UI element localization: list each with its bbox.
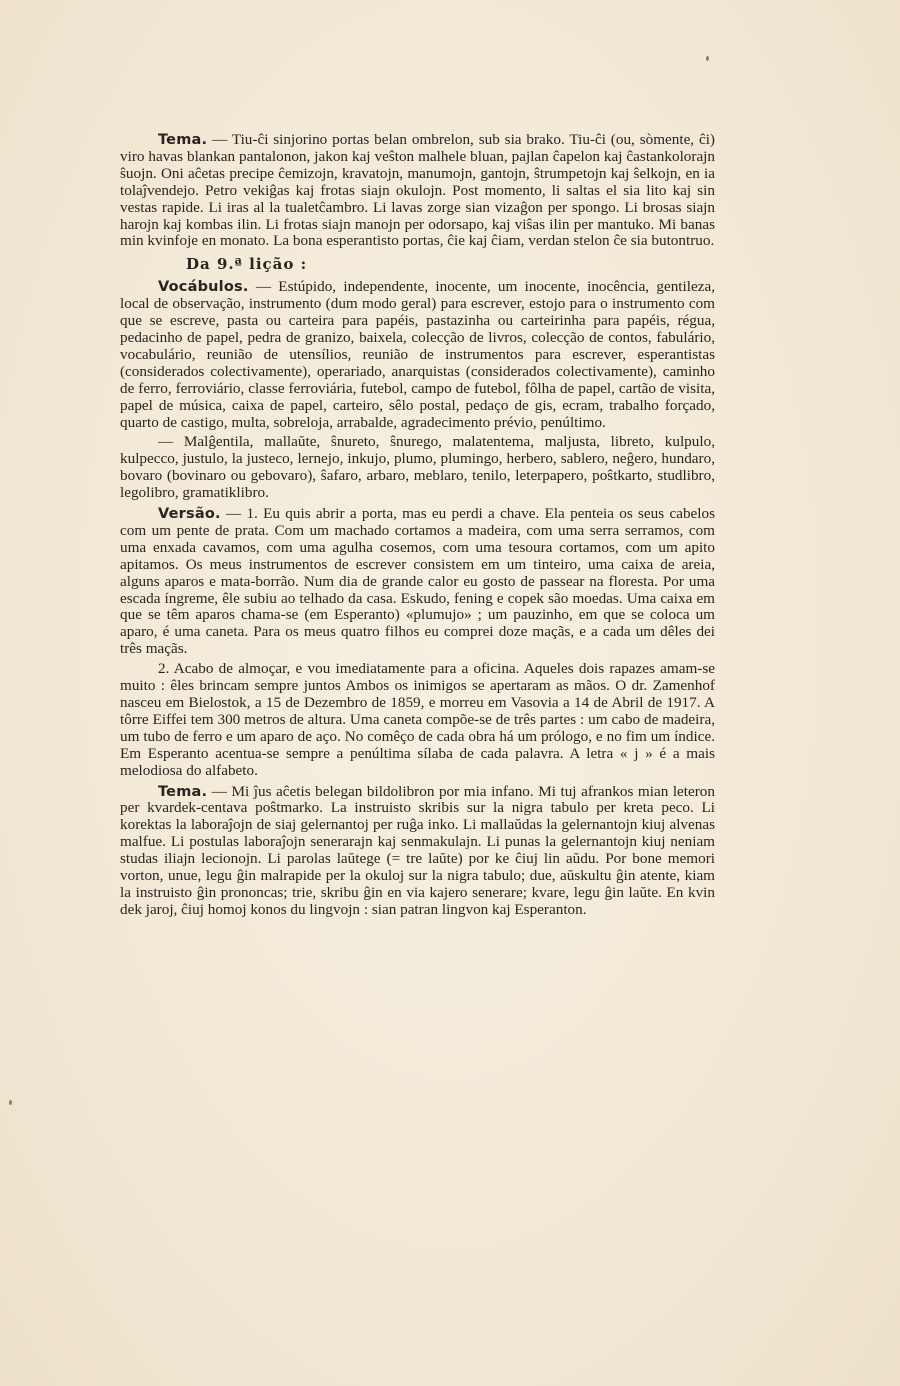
tema-paragraph-2 bbox=[120, 784, 715, 919]
page-text bbox=[120, 132, 715, 919]
versao-paragraph-1 bbox=[120, 506, 715, 658]
paper-speck bbox=[706, 56, 709, 61]
versao-text-1: — 1. Eu quis abrir a porta, mas eu perdi a chave. Ela penteia os seus cabelos com um pente de prata. Com um machado cortamos a madeira, com uma serra serramos, com uma enxada cavamos, com uma agulha cosemos, com uma tesoura cortamos, com um apito apitamos. Os meus instrumentos de escrever consistem em um tinteiro, uma caixa de areia, alguns aparos e mata-borrão. Num dia de grande calor eu gosto de passear na floresta. Por uma escada íngreme, êle subiu ao telhado da casa. Eskudo, fening e copek são moedas. Uma caixa em que se têm aparos chama-se (em Esperanto) «plumujo» ; um pauzinho, em que se coloca um aparo, é uma caneta. Para os meus quatro filhos eu comprei doze maçãs, e a cada um dêles dei três maçãs. bbox=[120, 505, 715, 658]
vocabulos-paragraph bbox=[120, 279, 715, 431]
lesson-heading: Da 9.ª lição : bbox=[186, 255, 308, 274]
tema-paragraph-1 bbox=[120, 132, 715, 250]
versao-heading: Versão. bbox=[158, 506, 221, 523]
paper-speck bbox=[9, 1100, 12, 1105]
esperanto-vocabulary-paragraph: — Malĝentila, mallaŭte, ŝnureto, ŝnurego, malatentema, maljusta, libreto, kulpulo, kulpecco, justulo, la justeco, lernejo, inkujo, plumo, plumingo, herbero, sablero, neĝero, hundaro, bovaro (bovinaro ou gebovaro), ŝafaro, arbaro, meblaro, tenilo, leterpapero, poŝtkarto, studlibro, legolibro, gramatiklibro. bbox=[120, 433, 715, 502]
vocabulos-heading: Vocábulos. bbox=[158, 279, 249, 296]
versao-paragraph-2: 2. Acabo de almoçar, e vou imediatamente para a oficina. Aqueles dois rapazes amam-se muito : êles brincam sempre juntos Ambos os inimigos se apertaram as mãos. O dr. Zamenhof nasceu em Bielostok, a 15 de Dezembro de 1859, e morreu em Vasovia a 14 de Abril de 1917. A tôrre Eiffei tem 300 metros de altura. Uma caneta compõe-se de três partes : um cabo de madeira, um tubo de ferro e um aparo de aço. No comêço de cada obra há um prólogo, e no fim um índice. Em Esperanto acentua-se sempre a penúltima sílaba de cada palavra. A letra « j » é a mais melodiosa do alfabeto. bbox=[120, 660, 715, 779]
tema-text: — Tiu-ĉi sinjorino portas belan ombrelon, sub sia brako. Tiu-ĉi (ou, sòmente, ĉi) viro havas blankan pantalonon, jakon kaj veŝton malhele bluan, pajlan ĉapelon kaj ĉastankolorajn ŝuojn. Oni aĉetas precipe ĉemizojn, kravatojn, manumojn, gantojn, ŝtrumpetojn kaj ŝelkojn, en ia tolaĵvendejo. Petro vekiĝas kaj frotas siajn okulojn. Post momento, li saltas el sia lito kaj sin vestas rapide. Li iras al la tualetĉambro. Li lavas zorge sian vizaĝon per spongo. Li brosas siajn harojn kaj kombas ilin. Li frotas siajn manojn per odorsapo, kaj viŝas ilin per mantuko. Mi banas min kvinfoje en monato. La bona esperantisto portas, ĉie kaj ĉiam, verdan stelon ĉe sia butontruo. bbox=[120, 131, 715, 250]
vocabulos-text: — Estúpido, independente, inocente, um inocente, inocência, gentileza, local de observação, instrumento (dum modo geral) para escrever, estojo para o instrumento com que se escreve, pasta ou carteira para papéis, pastazinha ou carteirinha para papéis, régua, pedacinho de papel, pedra de granizo, baixela, colecção de livros, colecção de contos, fabulário, vocabulário, reunião de utensílios, reunião de instrumentos para escrever, esperantistas (considerados colectivamente), operariado, anarquistas (considerados colectivamente), caminho de ferro, ferroviário, classe ferroviária, futebol, campo de futebol, fôlha de papel, cartão de visita, papel de música, caixa de papel, carteiro, sêlo postal, pedaço de gis, ecram, trabalho forçado, quarto de castigo, multa, sobreloja, arrabalde, agradecimento prévio, penúltimo. bbox=[120, 278, 715, 431]
tema-text-2: — Mi ĵus aĉetis belegan bildolibron por mia infano. Mi tuj afrankos mian leteron per kvardek-centava poŝtmarko. La instruisto skribis sur la nigra tabulo per kreta peco. Li korektas la laboraĵojn de siaj gelernantoj per ruĝa inko. Li mallaŭdas la gelernantojn kiuj alvenas malfue. Li postulas laboraĵojn senerarajn kaj senmakulajn. Li punas la gelernantojn kiuj neniam studas iliajn lecionojn. Li parolas laŭtege (= tre laŭte) por ke ĉiuj lin aŭdu. Por bone memori vorton, unue, legu ĝin malrapide per la okuloj sur la nigra tabulo; due, aŭskultu ĝin atente, kiam la instruisto ĝin prononcas; trie, skribu ĝin en via kajero senerare; kvare, legu ĝin laŭte. En kvin dek jaroj, ĉiuj homoj konos du lingvojn : sian patran lingvon kaj Esperanton. bbox=[120, 782, 715, 918]
tema-heading-2: Tema. bbox=[158, 783, 208, 800]
tema-heading: Tema. bbox=[158, 132, 208, 148]
